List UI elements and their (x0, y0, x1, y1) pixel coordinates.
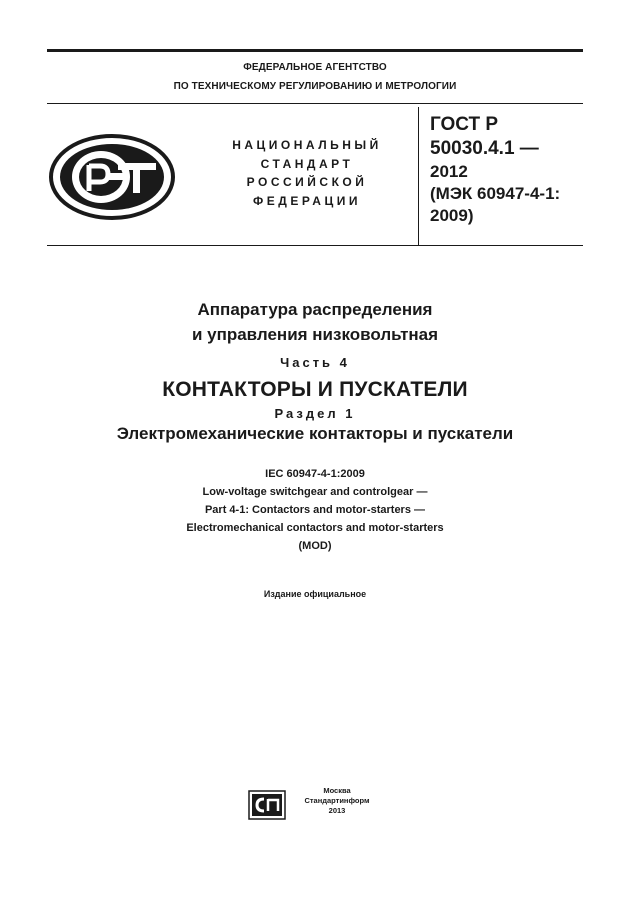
title-line-1: Аппаратура распределения (197, 300, 433, 319)
gost-line-4: (МЭК 60947-4-1: (430, 184, 561, 203)
national-line-1: НАЦИОНАЛЬНЫЙ (232, 138, 382, 152)
title-line-2: и управления низковольтная (191, 325, 439, 344)
iec-line-4: Electromechanical contactors and motor-starters (186, 522, 444, 534)
gost-line-5: 2009) (430, 206, 474, 225)
iec-line-3: Part 4-1: Contactors and motor-starters — (204, 504, 426, 516)
iec-line-2: Low-voltage switchgear and controlgear — (202, 486, 428, 498)
standartinform-logo-icon (248, 790, 286, 820)
top-rule (47, 49, 583, 52)
gost-designation (430, 113, 590, 227)
publisher-city: Москва (323, 786, 351, 795)
section-label: Раздел 1 (274, 406, 356, 421)
main-title: КОНТАКТОРЫ И ПУСКАТЕЛИ (162, 378, 468, 401)
iec-line-5: (MOD) (298, 540, 332, 552)
header-bottom-rule (47, 245, 583, 246)
agency-line-2: ПО ТЕХНИЧЕСКОМУ РЕГУЛИРОВАНИЮ И МЕТРОЛОГИИ (173, 81, 457, 92)
national-standard-block (212, 136, 402, 210)
header-divider (418, 107, 419, 245)
iec-block (40, 467, 590, 553)
national-line-2: СТАНДАРТ (260, 156, 354, 171)
part-label: Часть 4 (280, 355, 350, 370)
publisher-block (292, 786, 382, 816)
edition-label: Издание официальное (263, 589, 367, 599)
agency-line-1: ФЕДЕРАЛЬНОЕ АГЕНТСТВО (243, 62, 387, 73)
gost-line-1: ГОСТ Р (430, 114, 499, 135)
gost-line-2: 50030.4.1 — (430, 138, 539, 159)
publisher-name: Стандартинформ (304, 796, 370, 805)
rst-emblem-icon (48, 133, 176, 221)
publisher-year: 2013 (328, 806, 346, 815)
gost-line-3: 2012 (430, 162, 468, 181)
subtitle: Электромеханические контакторы и пускатели (116, 424, 514, 443)
iec-line-1: IEC 60947-4-1:2009 (265, 468, 365, 480)
agency-rule (47, 103, 583, 104)
national-line-3: РОССИЙСКОЙ (246, 175, 368, 189)
national-line-4: ФЕДЕРАЦИИ (253, 193, 361, 208)
